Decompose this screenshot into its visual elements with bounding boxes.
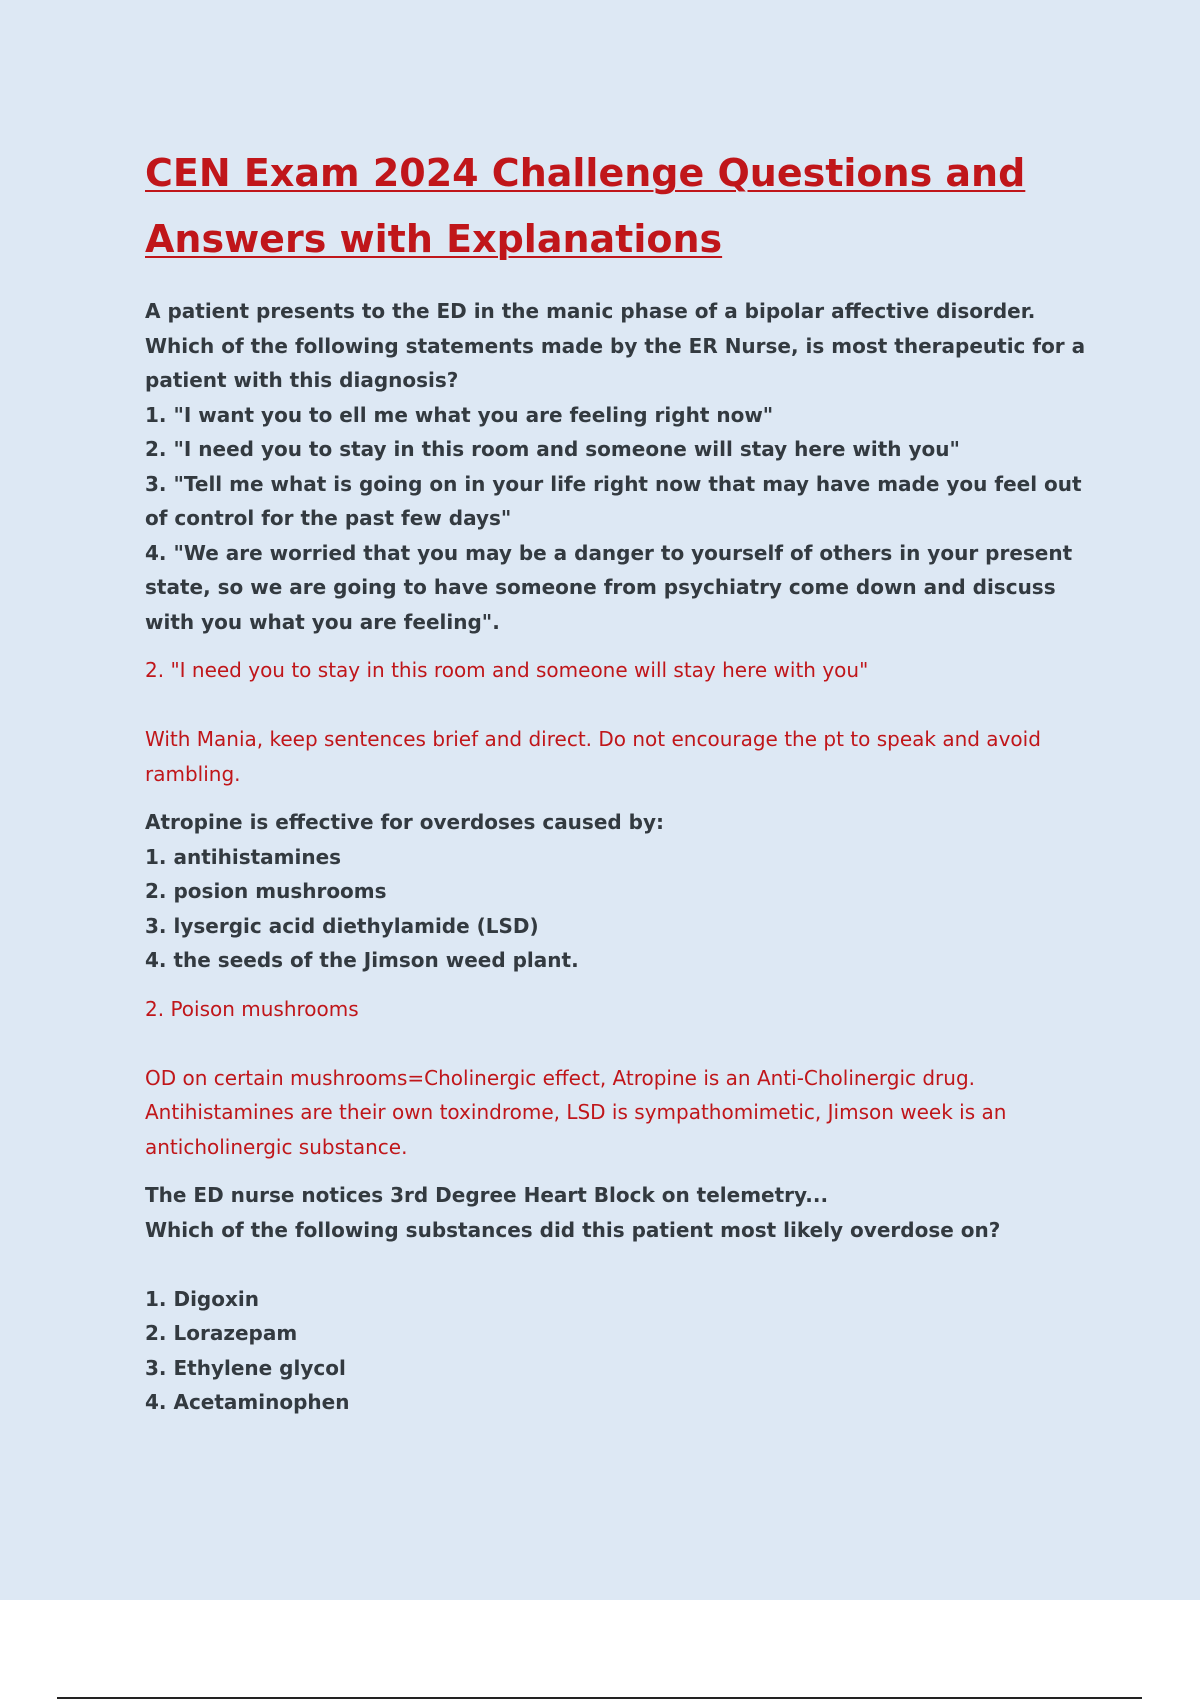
question-block-2 xyxy=(145,805,1095,1164)
answer-1-choice: 2. "I need you to stay in this room and someone will stay here with you" xyxy=(145,658,869,682)
question-2-options xyxy=(145,840,1095,978)
question-3-option: 4. Acetaminophen xyxy=(145,1390,350,1414)
question-1-option: 4. "We are worried that you may be a danger to yourself of others in your present state, so we are going to have someone from psychiatry come down and discuss with you what you are feeling". xyxy=(145,540,1073,634)
question-2-option: 4. the seeds of the Jimson weed plant. xyxy=(145,948,579,972)
answer-2-explanation: OD on certain mushrooms=Cholinergic effect, Atropine is an Anti-Cholinergic drug. Antihistamines are their own toxindrome, LSD is sympathomimetic, Jimson week is an anticholinergic substance. xyxy=(145,1065,1007,1159)
question-3-option: 2. Lorazepam xyxy=(145,1321,298,1345)
question-3-stem-line-2: Which of the following substances did this patient most likely overdose on? xyxy=(145,1217,1001,1242)
answer-2-choice: 2. Poison mushrooms xyxy=(145,996,359,1021)
footer-divider xyxy=(57,1697,1142,1699)
question-2 xyxy=(145,805,1095,978)
question-2-option: 1. antihistamines xyxy=(145,844,342,869)
question-1 xyxy=(145,294,1095,639)
question-2-stem: Atropine is effective for overdoses caused by: xyxy=(145,810,665,834)
question-3-option: 1. Digoxin xyxy=(145,1286,259,1311)
answer-2 xyxy=(145,992,1095,1165)
question-3 xyxy=(145,1178,1095,1420)
question-block-3 xyxy=(145,1178,1095,1420)
question-1-stem: A patient presents to the ED in the manic phase of a bipolar affective disorder. Which of the following statements made by the ER Nurse, is most therapeutic for a patient with this diagnosis? xyxy=(145,299,1086,392)
question-3-option: 3. Ethylene glycol xyxy=(145,1355,346,1380)
question-3-options xyxy=(145,1282,1095,1420)
question-3-stem-line-1: The ED nurse notices 3rd Degree Heart Block on telemetry... xyxy=(145,1183,829,1207)
question-1-option: 2. "I need you to stay in this room and someone will stay here with you" xyxy=(145,437,960,461)
answer-1 xyxy=(145,653,1095,791)
title-line-1: CEN Exam 2024 Challenge Questions and xyxy=(145,151,1026,195)
question-2-option: 2. posion mushrooms xyxy=(145,879,387,903)
document-content xyxy=(145,140,1095,1430)
question-1-option: 3. "Tell me what is going on in your life right now that may have made you feel out of control for the past few days" xyxy=(145,471,1082,530)
question-block-1 xyxy=(145,294,1095,791)
question-2-option: 3. lysergic acid diethylamide (LSD) xyxy=(145,913,539,938)
answer-1-explanation: With Mania, keep sentences brief and direct. Do not encourage the pt to speak and avoid rambling. xyxy=(145,727,1041,786)
document-title xyxy=(145,140,1095,272)
question-1-options xyxy=(145,398,1095,640)
question-1-option: 1. "I want you to ell me what you are feeling right now" xyxy=(145,402,774,427)
title-line-2: Answers with Explanations xyxy=(145,217,723,261)
